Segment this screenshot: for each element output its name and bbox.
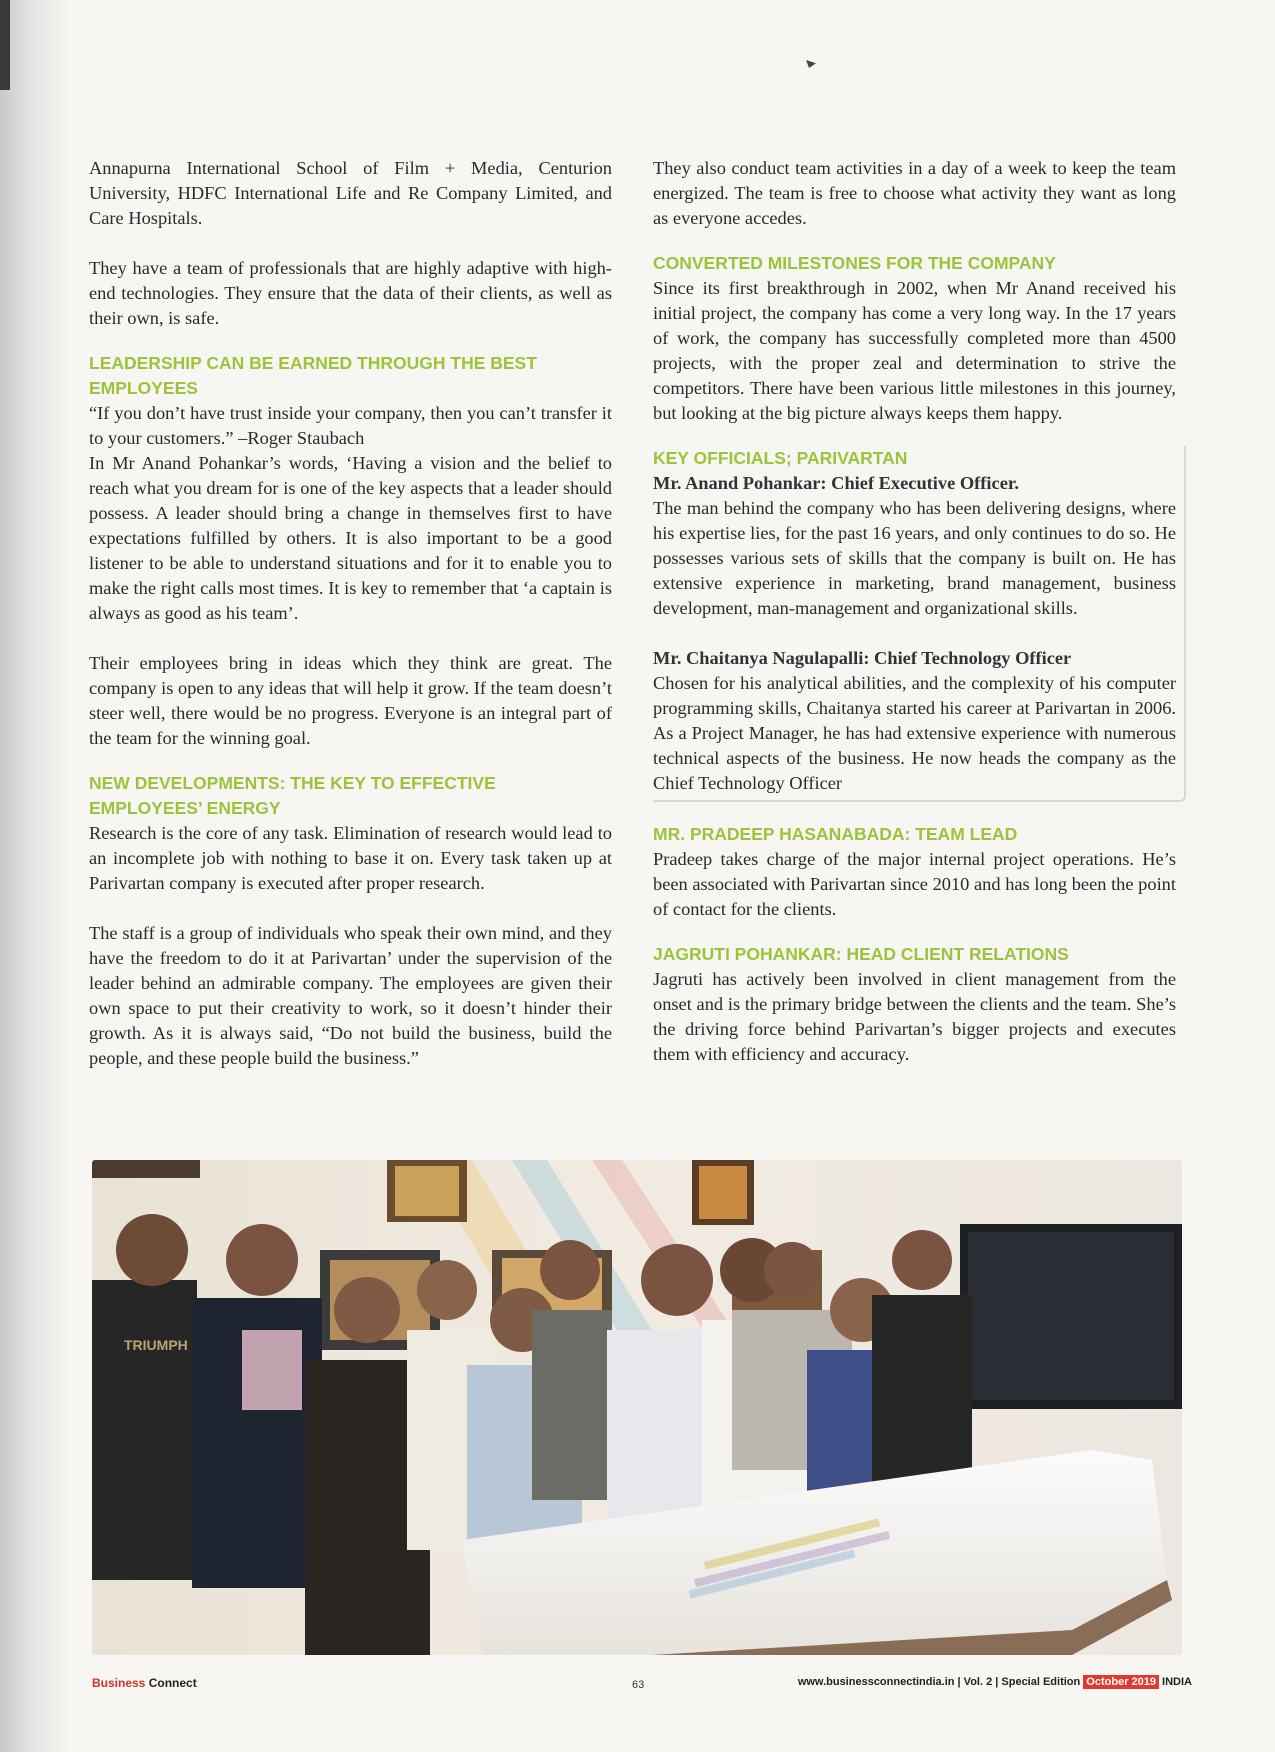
section-heading: JAGRUTI POHANKAR: HEAD CLIENT RELATIONS [653, 944, 1069, 964]
paragraph: Chosen for his analytical abilities, and the complexity of his computer programming skills, Chaitanya started his career at Parivartan in 2006. As a Project Manager, he has had extensive experience with numerous technical aspects of the business. He now heads the company as the Chief Technology Officer [653, 673, 1176, 793]
paragraph: In Mr Anand Pohankar’s words, ‘Having a vision and the belief to reach what you dream for is one of the key aspects that a leader should possess. A leader should bring a change in themselves first to have expectations fulfilled by others. It is also important to be a good listener to be able to understand situations and for it to enable you to make the right calls most times. It is key to remember that ‘a captain is always as good as his team’. [89, 453, 612, 623]
paragraph: Annapurna International School of Film + Media, Centurion University, HDFC International Life and Re Company Limited, and Care Hospitals. [89, 158, 612, 228]
scan-mark [806, 60, 816, 68]
brand-logo: Business Connect [92, 1676, 197, 1690]
left-column [89, 156, 612, 1071]
paragraph: Jagruti has actively been involved in client management from the onset and is the primary bridge between the clients and the team. She’s the driving force behind Parivartan’s bigger projects and executes them with efficiency and accuracy. [653, 969, 1176, 1064]
official-title: Mr. Anand Pohankar: Chief Executive Officer. [653, 473, 1019, 493]
footer-country: INDIA [1159, 1676, 1192, 1688]
section-heading: KEY OFFICIALS; PARIVARTAN [653, 448, 908, 468]
shirt-logo-text: TRIUMPH [124, 1337, 188, 1353]
page-footer [92, 1676, 1192, 1694]
right-column [653, 156, 1176, 1067]
section-heading: MR. PRADEEP HASANABADA: TEAM LEAD [653, 824, 1018, 844]
quote: “If you don’t have trust inside your company, then you can’t transfer it to your customers.” –Roger Staubach [89, 403, 612, 448]
section-heading: LEADERSHIP CAN BE EARNED THROUGH THE BEST EMPLOYEES [89, 353, 537, 398]
page-binding-edge [0, 0, 10, 90]
edition-badge: October 2019 [1083, 1675, 1159, 1689]
paragraph: Their employees bring in ideas which they think are great. The company is open to any ideas that will help it grow. If the team doesn’t steer well, there would be no progress. Everyone is an integral part of the team for the winning goal. [89, 653, 612, 748]
page-number: 63 [632, 1679, 645, 1691]
key-officials-box [653, 446, 1186, 802]
paragraph: The staff is a group of individuals who speak their own mind, and they have the freedom to do it at Parivartan’ under the supervision of the leader behind an admirable company. The employees are given their own space to put their creativity to work, so it doesn’t hinder their growth. As it is always said, “Do not build the business, build the people, and these people build the business.” [89, 923, 612, 1068]
footer-url: www.businessconnectindia.in | Vol. 2 | Special Edition [797, 1676, 1084, 1688]
paragraph: Since its first breakthrough in 2002, when Mr Anand received his initial project, the company has come a very long way. In the 17 years of work, the company has successfully completed more than 4500 projects, with the proper zeal and determination to strive the competitors. There have been various little milestones in this journey, but looking at the big picture always keeps them happy. [653, 278, 1176, 423]
official-title: Mr. Chaitanya Nagulapalli: Chief Technology Officer [653, 648, 1072, 668]
paragraph: They also conduct team activities in a day of a week to keep the team energized. The team is free to choose what activity they want as long as everyone accedes. [653, 158, 1176, 228]
section-heading: NEW DEVELOPMENTS: THE KEY TO EFFECTIVE EMPLOYEES’ ENERGY [89, 773, 496, 818]
paragraph: Pradeep takes charge of the major internal project operations. He’s been associated with Parivartan since 2010 and has long been the point of contact for the clients. [653, 849, 1176, 919]
page-binding-shadow [0, 0, 70, 1752]
team-photo [92, 1160, 1182, 1655]
footer-info [798, 1676, 1192, 1688]
paragraph: They have a team of professionals that are highly adaptive with high-end technologies. They ensure that the data of their clients, as well as their own, is safe. [89, 258, 612, 328]
section-heading: CONVERTED MILESTONES FOR THE COMPANY [653, 253, 1056, 273]
paragraph: Research is the core of any task. Elimination of research would lead to an incomplete job with nothing to base it on. Every task taken up at Parivartan company is executed after proper research. [89, 823, 612, 893]
paragraph: The man behind the company who has been delivering designs, where his expertise lies, for the past 16 years, and only continues to do so. He possesses various sets of skills that the company is built on. He has extensive experience in marketing, brand management, business development, man-management and organizational skills. [653, 498, 1176, 618]
